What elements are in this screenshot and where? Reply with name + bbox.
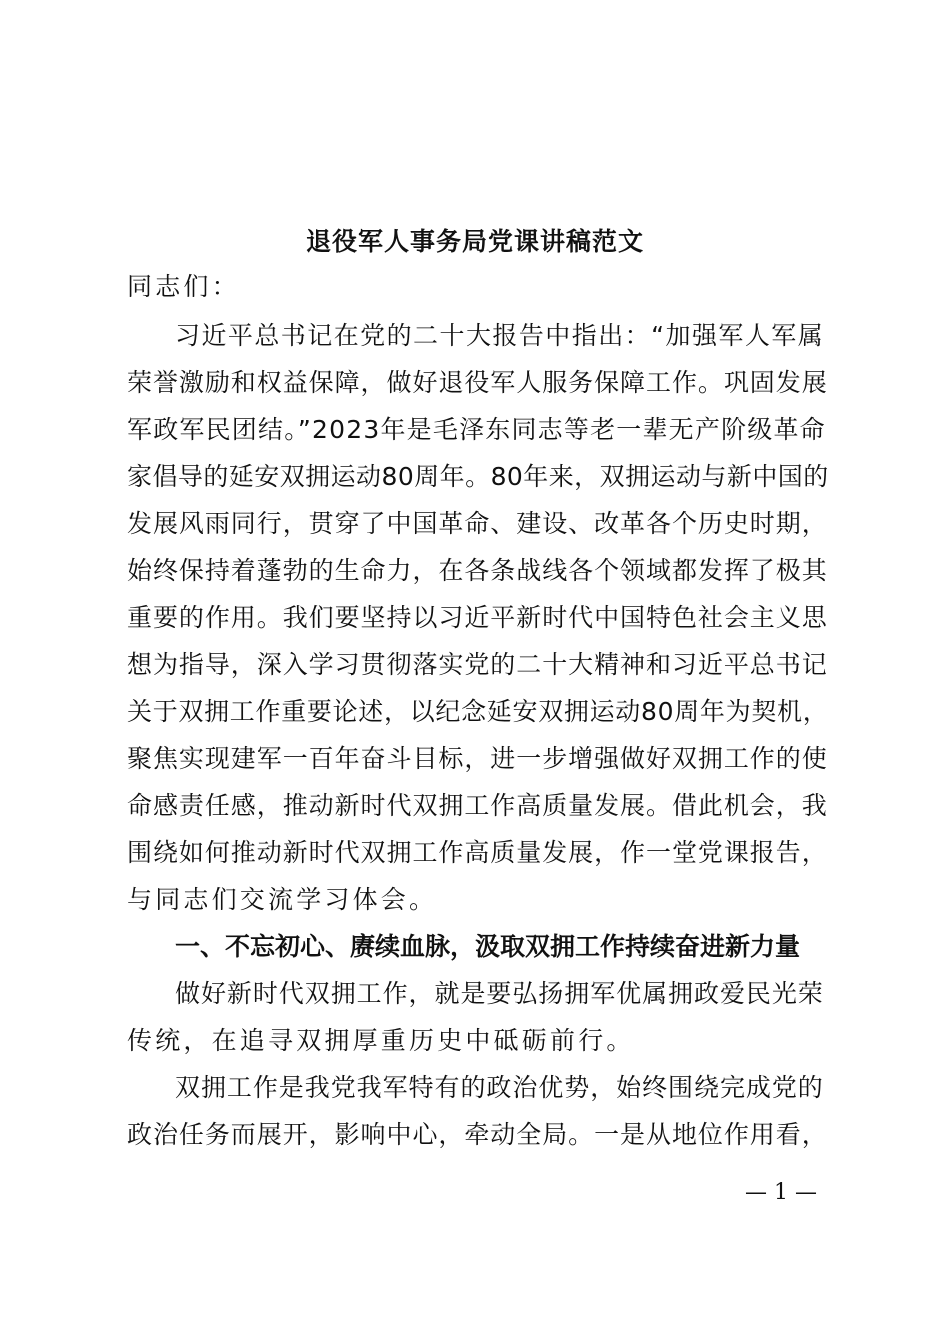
- paragraph-1-line-7: 重要的作用。我们要坚持以习近平新时代中国特色社会主义思: [127, 603, 828, 632]
- paragraph-1-line-13: 与同志们交流学习体会。: [127, 885, 438, 914]
- page-number: — 1 —: [745, 1180, 817, 1205]
- paragraph-1-line-10: 聚焦实现建军一百年奋斗目标，进一步增强做好双拥工作的使: [127, 744, 828, 773]
- document-title: 退役军人事务局党课讲稿范文: [305, 227, 644, 256]
- paragraph-1-line-1: 习近平总书记在党的二十大报告中指出：“加强军人军属: [175, 321, 825, 350]
- salutation: 同志们：: [127, 272, 240, 301]
- paragraph-2-line-1: 做好新时代双拥工作，就是要弘扬拥军优属拥政爱民光荣: [175, 979, 824, 1008]
- section-heading-1: 一、不忘初心、赓续血脉，汲取双拥工作持续奋进新力量: [175, 932, 801, 961]
- paragraph-3-line-1: 双拥工作是我党我军特有的政治优势，始终围绕完成党的: [175, 1073, 824, 1102]
- paragraph-1-line-4: 家倡导的延安双拥运动80周年。80年来，双拥运动与新中国的: [127, 462, 829, 491]
- paragraph-1-line-11: 命感责任感，推动新时代双拥工作高质量发展。借此机会，我: [127, 791, 828, 820]
- paragraph-1-line-8: 想为指导，深入学习贯彻落实党的二十大精神和习近平总书记: [127, 650, 828, 679]
- paragraph-1-line-6: 始终保持着蓬勃的生命力，在各条战线各个领域都发挥了极其: [127, 556, 828, 585]
- paragraph-2-line-2: 传统，在追寻双拥厚重历史中砥砺前行。: [127, 1026, 635, 1055]
- paragraph-3-line-2: 政治任务而展开，影响中心，牵动全局。一是从地位作用看，: [127, 1120, 828, 1149]
- paragraph-1-line-9: 关于双拥工作重要论述，以纪念延安双拥运动80周年为契机，: [127, 697, 829, 726]
- paragraph-1-line-3: 军政军民团结。”2023年是毛泽东同志等老一辈无产阶级革命: [127, 415, 826, 444]
- paragraph-1-line-12: 围绕如何推动新时代双拥工作高质量发展，作一堂党课报告，: [127, 838, 828, 867]
- paragraph-1-line-5: 发展风雨同行，贯穿了中国革命、建设、改革各个历史时期，: [127, 509, 828, 538]
- paragraph-1-line-2: 荣誉激励和权益保障，做好退役军人服务保障工作。巩固发展: [127, 368, 828, 397]
